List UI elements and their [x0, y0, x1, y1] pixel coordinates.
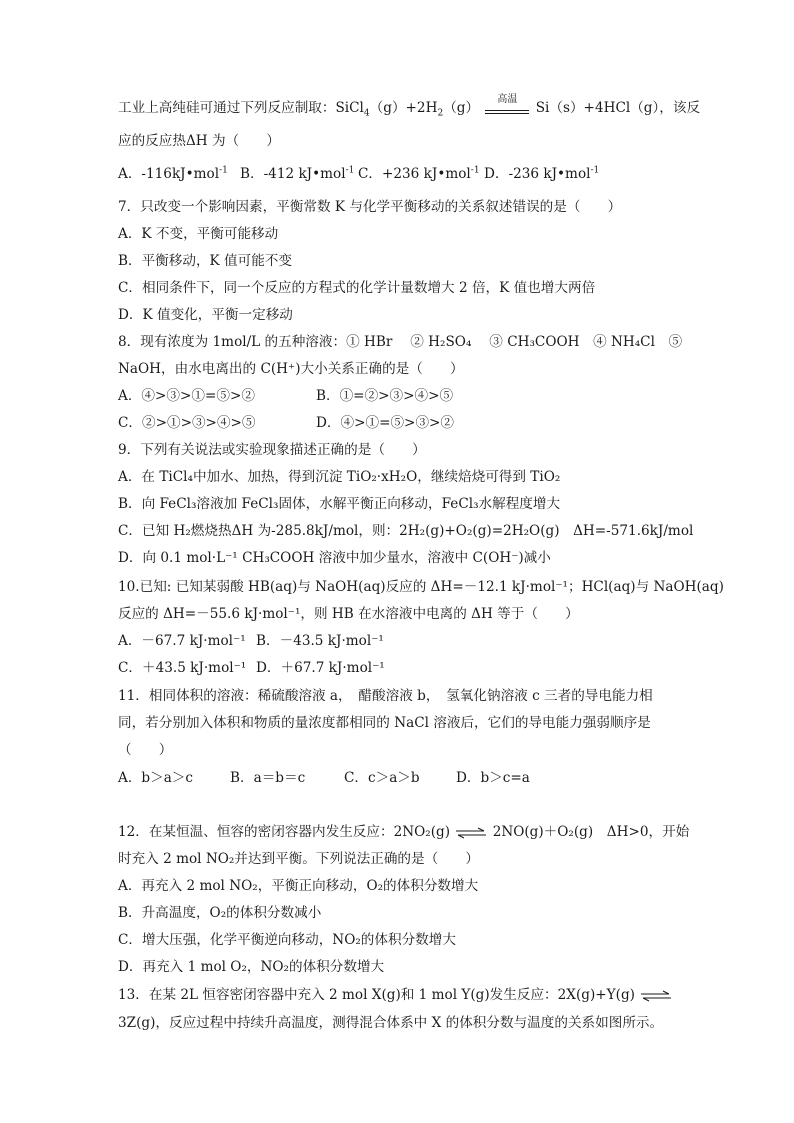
- q11-option-d: D．b＞c=a: [456, 770, 530, 786]
- q10-stem-line1: 10.已知: 已知某弱酸 HB(aq)与 NaOH(aq)反应的 ΔH=－12.1 kJ·mol⁻¹；HCl(aq)与 NaOH(aq): [118, 579, 724, 595]
- q12-stem-line1: [118, 822, 689, 842]
- q7-option-d: D．K 值变化，平衡一定移动: [118, 307, 293, 323]
- q9-option-d: D．向 0.1 mol·L⁻¹ CH₃COOH 溶液中加少量水，溶液中 C(OH⁻)减小: [118, 550, 551, 566]
- equilibrium-arrow-icon: [454, 827, 488, 839]
- q12-option-d: D．再充入 1 mol O₂，NO₂的体积分数增大: [118, 959, 385, 975]
- q10-option-a: A．－67.7 kJ·mol⁻¹: [118, 633, 246, 649]
- q11-option-c: C．c＞a＞b: [344, 770, 420, 786]
- q6-option-d: D．-236 kJ•mol$^{-1}$: [484, 165, 600, 182]
- q12-option-a: A．再充入 2 mol NO₂，平衡正向移动，O₂的体积分数增大: [118, 878, 479, 894]
- q6-option-a: A．-116kJ•mol$^{-1}$: [118, 165, 228, 182]
- q10-option-c: C．＋43.5 kJ·mol⁻¹: [118, 660, 247, 676]
- q6-option-c: C．+236 kJ•mol$^{-1}$: [358, 165, 480, 182]
- q8-stem-line2: NaOH，由水电离出的 C(H⁺)大小关系正确的是（ ）: [118, 361, 464, 377]
- q8-stem-line1: 8．现有浓度为 1mol/L 的五种溶液：① HBr ② H₂SO₄ ③ CH₃COOH ④ NH₄Cl ⑤: [118, 334, 683, 350]
- q8-option-d: D．④>①=⑤>③>②: [316, 415, 455, 431]
- q6-stem-line2: 应的反应热ΔH 为（ ）: [118, 133, 280, 149]
- q13-stem-line2: 3Z(g)，反应过程中持续升高温度，测得混合体系中 X 的体积分数与温度的关系如图所示。: [118, 1015, 664, 1031]
- q9-stem: 9．下列有关说法或实验现象描述正确的是（ ）: [118, 442, 426, 458]
- q6-text-b: （g）+2H: [369, 100, 438, 116]
- q6-sub-4: 4: [363, 108, 370, 119]
- q7-stem: 7．只改变一个影响因素，平衡常数 K 与化学平衡移动的关系叙述错误的是（ ）: [118, 199, 622, 215]
- q12-option-b: B．升高温度，O₂的体积分数减小: [118, 905, 322, 921]
- q8-option-a: A．④>③>①=⑤>②: [118, 388, 255, 404]
- q10-option-d: D．＋67.7 kJ·mol⁻¹: [256, 660, 385, 676]
- q11-stem-line3: （ ）: [118, 742, 173, 758]
- reaction-condition-arrow: [483, 93, 531, 117]
- q6-stem-line1: [118, 93, 701, 119]
- q6-text-d: Si（s）+4HCl（g），该反: [535, 100, 701, 116]
- reaction-condition-label: 高温: [497, 93, 518, 105]
- q12-stem-line2: 时充入 2 mol NO₂并达到平衡。下列说法正确的是（ ）: [118, 851, 479, 867]
- q6-text-c: （g）: [443, 100, 480, 116]
- q7-option-a: A．K 不变，平衡可能移动: [118, 226, 279, 242]
- q9-option-b: B．向 FeCl₃溶液加 FeCl₃固体，水解平衡正向移动，FeCl₃水解程度增大: [118, 496, 561, 512]
- q13-stem-line1: [118, 985, 673, 1005]
- q6-text-a: 工业上高纯硅可通过下列反应制取：SiCl: [118, 100, 364, 116]
- q11-option-a: A．b＞a＞c: [118, 770, 194, 786]
- q11-stem-line1: 11．相同体积的溶液：稀硫酸溶液 a， 醋酸溶液 b， 氢氧化钠溶液 c 三者的导电能力相: [118, 688, 653, 704]
- equilibrium-arrow-icon: [639, 990, 673, 1002]
- q9-option-a: A．在 TiCl₄中加水、加热，得到沉淀 TiO₂·xH₂O，继续焙烧可得到 TiO₂: [118, 469, 561, 485]
- q9-option-c: C．已知 H₂燃烧热ΔH 为-285.8kJ/mol，则：2H₂(g)+O₂(g)=2H₂O(g) ΔH=-571.6kJ/mol: [118, 523, 694, 539]
- q8-option-c: C．②>①>③>④>⑤: [118, 415, 256, 431]
- q6-option-b: B．-412 kJ•mol$^{-1}$: [240, 165, 355, 182]
- q12-stem-post: 2NO(g)＋O₂(g) ΔH>0，开始: [492, 824, 690, 840]
- q10-stem-line2: 反应的 ΔH=－55.6 kJ·mol⁻¹，则 HB 在水溶液中电离的 ΔH 等于（ ）: [118, 606, 579, 622]
- q7-option-c: C．相同条件下，同一个反应的方程式的化学计量数增大 2 倍，K 值也增大两倍: [118, 280, 596, 296]
- q12-option-c: C．增大压强，化学平衡逆向移动，NO₂的体积分数增大: [118, 932, 456, 948]
- q8-option-b: B．①=②>③>④>⑤: [316, 388, 454, 404]
- q10-option-b: B．－43.5 kJ·mol⁻¹: [256, 633, 384, 649]
- q13-stem-pre: 13．在某 2L 恒容密闭容器中充入 2 mol X(g)和 1 mol Y(g)发生反应：2X(g)+Y(g): [118, 987, 635, 1003]
- q6-sub-2: 2: [437, 108, 444, 119]
- q7-option-b: B．平衡移动，K 值可能不变: [118, 253, 292, 269]
- q11-option-b: B．a＝b＝c: [230, 770, 306, 786]
- q12-stem-pre: 12．在某恒温、恒容的密闭容器内发生反应：2NO₂(g): [118, 824, 451, 840]
- q11-stem-line2: 同，若分别加入体积和物质的量浓度都相同的 NaCl 溶液后，它们的导电能力强弱顺序是: [118, 715, 651, 731]
